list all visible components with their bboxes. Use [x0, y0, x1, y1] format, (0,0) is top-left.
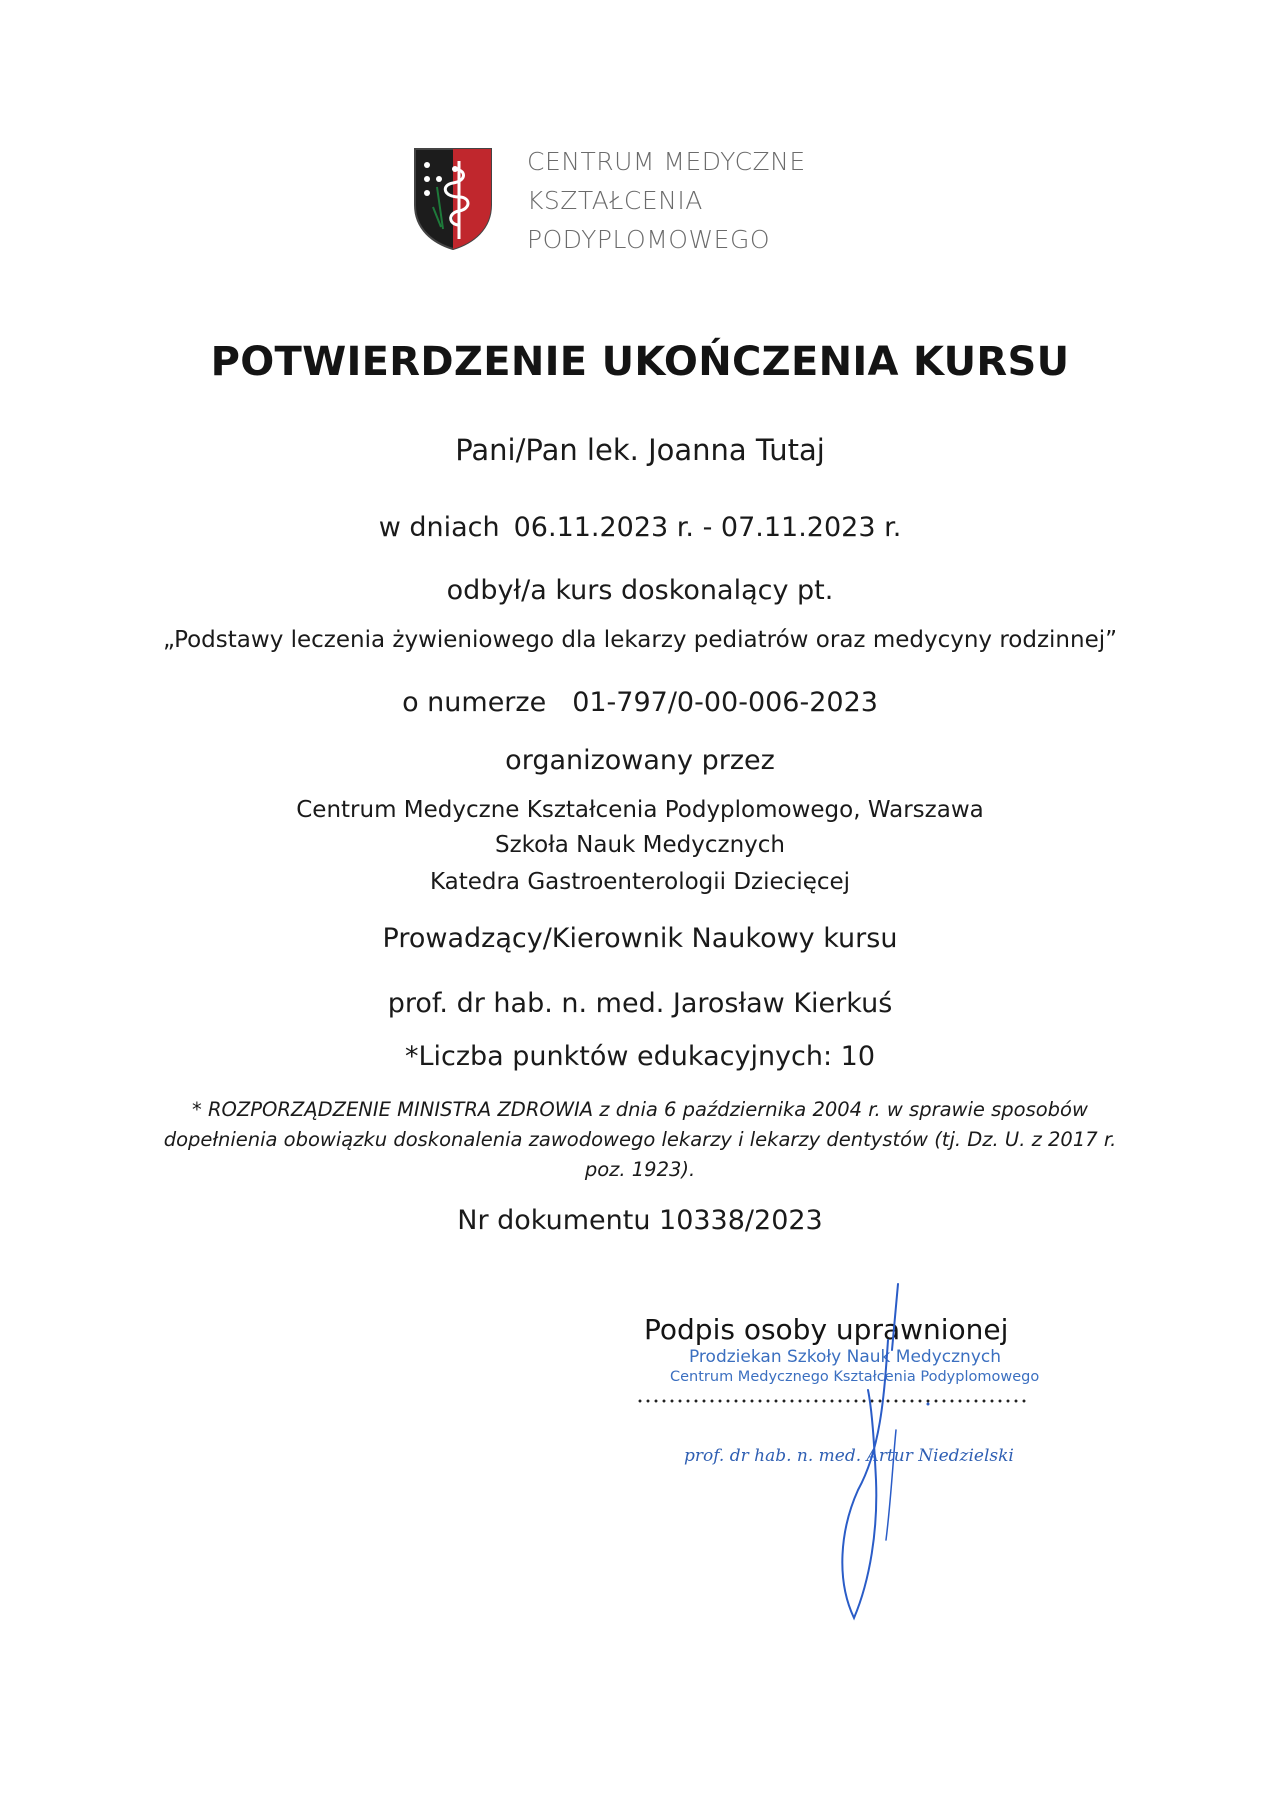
course-dates [0, 512, 1280, 543]
organizer-line-2: Szkoła Nauk Medycznych [494, 832, 786, 858]
footnote-line-1: * ROZPORZĄDZENIE MINISTRA ZDROWIA z dnia 6 października 2004 r. w sprawie sposobów [192, 1098, 1088, 1121]
stamp-line-1: Prodziekan Szkoły Nauk Medycznych [688, 1347, 1002, 1367]
course-lead-name: prof. dr hab. n. med. Jarosław Kierkuś [387, 988, 893, 1019]
footnote-line-3: poz. 1923). [584, 1158, 696, 1181]
legal-footnote [120, 1095, 1160, 1185]
course-number-label: o numerze [402, 687, 547, 718]
stamp-line-2: Centrum Medycznego Kształcenia Podyplomowego [670, 1369, 1040, 1385]
logo-wordmark [527, 142, 806, 259]
organizer-line-3: Katedra Gastroenterologii Dziecięcej [429, 869, 851, 895]
logo-line-1: CENTRUM MEDYCZNE [527, 147, 806, 176]
course-dates-label: w dniach [378, 512, 500, 543]
organized-by-label: organizowany przez [505, 745, 775, 776]
document-title: POTWIERDZENIE UKOŃCZENIA KURSU [210, 339, 1070, 385]
course-number [0, 687, 1280, 718]
course-title: „Podstawy leczenia żywieniowego dla lekarzy pediatrów oraz medycyny rodzinnej” [162, 627, 1118, 653]
organizer-line-1: Centrum Medyczne Kształcenia Podyplomowego, Warszawa [296, 797, 984, 823]
completion-text: odbył/a kurs doskonalący pt. [446, 575, 834, 606]
footnote-line-2: dopełnienia obowiązku doskonalenia zawodowego lekarzy i lekarzy dentystów (tj. Dz. U. z 2017 r. [163, 1128, 1117, 1151]
course-number-value: 01-797/0-00-006-2023 [572, 687, 878, 718]
stamp-signatory-name: prof. dr hab. n. med. Artur Niedzielski [684, 1446, 1014, 1466]
caduceus-shield-icon [413, 147, 493, 251]
course-dates-value: 06.11.2023 r. - 07.11.2023 r. [513, 512, 902, 543]
handwritten-signature-icon [780, 1280, 930, 1625]
course-lead-label: Prowadzący/Kierownik Naukowy kursu [382, 923, 898, 954]
signature-label: Podpis osoby uprawnionej [644, 1313, 1009, 1346]
education-points: *Liczba punktów edukacyjnych: 10 [404, 1041, 876, 1072]
logo-line-3: PODYPLOMOWEGO [527, 225, 771, 254]
logo-line-2: KSZTAŁCENIA [527, 186, 703, 215]
participant-name: Pani/Pan lek. Joanna Tutaj [455, 433, 825, 467]
document-number: Nr dokumentu 10338/2023 [457, 1205, 823, 1236]
